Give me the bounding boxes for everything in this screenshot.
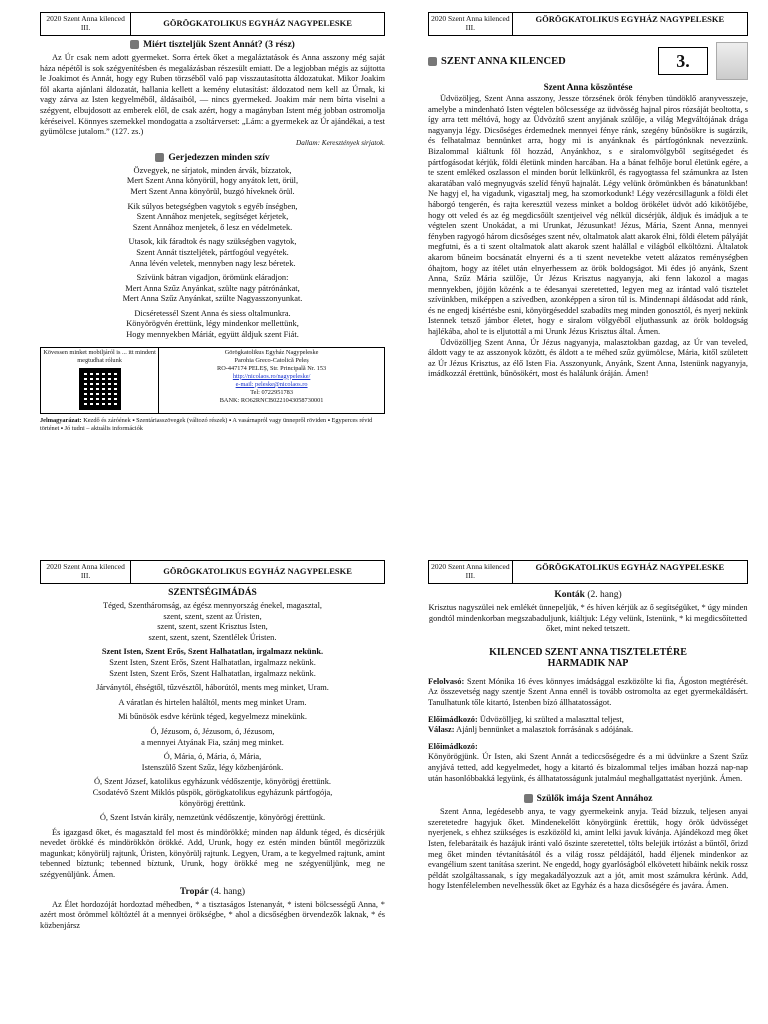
greeting-body: Üdvözöljeg, Szent Anna asszony, Jessze törzsének örök fényben tündöklő aranyvesszeje, amelybe a mindenható Isten végtelen bölcsessége az üdvösség hajnal piros rózsáját beoltotta, s így arra tett méltóvá, hogy az Üdvözítő szent anyjának szülője, a világ Megváltójának drága nagyanyja légy. Dicsőséges érdemednek mennyei fénye ránk, szegény bűnösökre is sugárzik, és felhatalmaz bennünket arra, hogy mi is anyánknak és pártfogónknak nevezzünk. Bizalommal kiáltunk föl hozzád, Anyánkhoz, s e siralomvölgyből segítségedet és pártfogásodat kérjük, földi életünk minden harcában. Ha a bánat felhője borul életünk egére, a te szent emléked oszlasson el minden borút lelkünkről, és ragyogtassa fel számunkra az Isten akaratában való megnyugvás szelíd fényű hajnalát. Légy velünk örömünkben és bánatunkban! Ne hagyj el, ha vigadunk, vigasztalj meg, ha szomorkodunk! Légy vezércsillagunk a földi élet háborgó tengerén, és rajta keresztül vezess minket a boldog örökélet üdvöt adó kikötőjébe, hogy ott veled és az ég megdicsőült szentjeivel vég nélkül dicsérjük, áldjuk és imádjuk a te végtelen szent Unokádat, a mi Urunkat, Jézusunkat! Jézus, Mária, Szent Anna, mennyei fényben ragyogó három dicsőséges szent név, oltalmatok alatt akarok élni, földi életem pályáját megfutni, és a ti szent oltalmatok alatt akarok szent halállal e világból elköltözni. Általatok akarom bűneim bocsánatát elnyerni és a ti szent nevetekbe vetett alázatos reménységben óhajtom, hogy az ítélet után elnyerhessem az örök boldogságot. Mi édes jó anyánk, Szent Anna, Szűz Mária szülője, Úr Jézus Krisztus nagyanyja, aki fenn lakozol a magas mennyekben, jöjjön közénk a te édesanyai szeretetted, legyen meg az irántad való tisztelet szívünkben, miképpen a szívedben, azonképpen a síron túl is. Mindennapi áldásodat add ránk, és ne engedj kísértésbe esni, könyörgéseddel szabadíts meg minden gonosztól, és nyerj nekünk Istennek tetsző jámbor életet, hogy e siralom völgyéből eljuthassunk az örök boldogság hajlékába, ahol te is eljutottál a mi Urunk Jézus Krisztus által. Ámen.	[428, 94, 748, 337]
petition-line: Mi bűnösök esdve kérünk téged, kegyelmezz minekünk.	[118, 712, 307, 722]
mobile-follow-text: Kövessen minket mobiljáról is ... itt mindent megtudhat rólunk	[43, 348, 156, 364]
legend-text: Kezdő és záróének ▪ Szentáriasszövegek (változó részek) ▪ A vasárnapról vagy ünnepről röviden ▪ Egyperces révid történet ▪ Jó tudni – aktuális információk	[40, 416, 373, 432]
parents-prayer-title	[428, 794, 748, 804]
header-left: 2020 Szent Anna kilenced III.	[41, 13, 131, 35]
invocation-line: Csodatévő Szent Miklós püspök, görögkatolikus egyházunk pártfogója,	[92, 787, 333, 797]
verse-line: Szívünk bátran vigadjon, örömünk eláradjon:	[136, 273, 289, 283]
trisagion-bold: Szent Isten, Szent Erős, Szent Halhatatlan, irgalmazz nekünk.	[101, 647, 324, 657]
mary-invocation	[40, 752, 385, 773]
verse-line: Utasok, kik fáradtok és nagy szükségben vagytok,	[128, 237, 297, 247]
legend	[40, 417, 385, 433]
invocation-line: Ó, Mária, ó, Mária, ó, Mária,	[163, 752, 262, 762]
parents-prayer-title-text: Szülők imája Szent Annához	[536, 794, 653, 805]
reader-label: Felolvasó:	[428, 676, 465, 686]
verse-line: Mert Anna Szűz Anyánkat, szülte nagy pátrónánkat,	[125, 283, 300, 293]
hymn-stanzas	[40, 166, 385, 341]
invocation-line: könyörögj érettünk.	[179, 798, 246, 808]
leader-section	[428, 715, 748, 736]
invocation-line: Ó, Szent József, katolikus egyházunk védőszentje, könyörögj érettünk.	[94, 777, 331, 787]
troparion-tone: (4. hang)	[210, 886, 246, 897]
verse-line: Szent Annához menjetek, ő lesz en védelmetek.	[132, 222, 293, 232]
troparion-title	[40, 887, 385, 897]
page-header	[428, 12, 748, 36]
bank-account: BANK: RO62RNCB0221043058730001	[219, 396, 324, 404]
page-4	[428, 560, 748, 1024]
verse-line: Mert Szent Anna könyörül, hogy anyátok lett, örül,	[126, 176, 299, 186]
contact-box	[40, 347, 385, 414]
leader-label: Előimádkozó:	[428, 714, 478, 724]
qr-code-icon[interactable]	[79, 368, 121, 410]
verse-line: Mert Szent Anna könyörül, buzgó híveknek örül.	[130, 186, 295, 196]
trisagion	[40, 647, 385, 679]
greeting-title: Szent Anna köszöntése	[543, 82, 633, 92]
invocation-line: Istenszülő Szent Szűz, légy közbenjárónk.	[141, 762, 284, 772]
stephen-invocation: Ó, Szent István király, nemzetünk védőszentje, könyörögj érettünk.	[99, 813, 326, 823]
article-body: Az Úr csak nem adott gyermeket. Sorra értek őket a megaláztatások és Anna asszony még saját háza népétől is sok szégyenítésben és megalázásban részesült emiatt. De a legjobban mégis az sújtotta le Joakimot és Annát, hogy egy Ruben törzséből való pap visszautasította áldozatukat. Mikor Joakim föl akarta ajánlani áldozatát, hallania kellett a kemény elutasítást: áldozatod nem kell az Úrnak, ki vagy zárva az Isten kegyelméből, áldásaiból, — nincs gyermeked. Joakim már nem bírta viselni a szégyent, elbujdosott az emberek elől, de csak azért, hogy a magányban Istent még jobban ostromolja kéréseivel. Könnyes szemekkel mondogatta a zsoltárverset: „Lám: a gyermekek az Úr ajándékai, a test gyümölcse jutalom.” (127. zs.)	[40, 53, 385, 137]
leader-prayer-section	[428, 742, 748, 784]
article-title-text: Miért tiszteljük Szent Annát? (3 rész)	[143, 40, 295, 50]
reader-text: Szent Mónika 16 éves könnyes imádsággal eszközölte ki fia, Ágoston megtérését. Az összevetség nagy szentje Szent Anna ennél is tovább ostromolta az eget gyermekáldásért. Tanulhatunk tőle kitartó, Istenben bízó állhatatosságot.	[428, 676, 748, 707]
jesus-invocation	[40, 727, 385, 748]
leader2-label: Előimádkozó:	[428, 741, 478, 751]
header-right: GÖRÖGKATOLIKUS EGYHÁZ NAGYPELESKE	[163, 566, 352, 576]
verse-line: Mert Anna Szűz Anyánkat, szülte Nagyasszonyunkat.	[122, 294, 303, 304]
contact-info	[159, 348, 384, 413]
article-title	[40, 40, 385, 50]
music-note-icon	[524, 794, 533, 803]
reader-section	[428, 677, 748, 709]
kontakion-tone: (2. hang)	[587, 590, 622, 600]
kontakion-label: Konták	[554, 590, 585, 600]
saint-anne-image	[716, 42, 748, 80]
header-left: 2020 Szent Anna kilenced III.	[429, 13, 513, 35]
verse-line: Hogy mennyekben Máriát, együtt áldjuk szent Fiát.	[126, 330, 299, 340]
org-name: Görögkatolikus Egyház Nagypeleske	[224, 348, 319, 356]
verse-line: Dicséretessél Szent Anna és siess oltalmunkra.	[134, 308, 291, 318]
header-left: 2020 Szent Anna kilenced III.	[429, 561, 513, 583]
verse-line: Özvegyek, ne sírjatok, minden árvák, bízzatok,	[133, 165, 292, 175]
stanza	[40, 166, 385, 198]
hymn-title	[40, 153, 385, 163]
closing-prayer: És igazgasd őket, és magasztald fel most és mindörökké; minden nap áldunk téged, és dicsérjük nevedet örökké és mindörökkön örökké. Add, Urunk, hogy ez estén minden bűntől megőrizzük magunkat; könyörülj rajtunk, Úristen, könyörülj rajtunk. Legyen, Uram, a te kegyelmed rajtunk, amint tebenned bíztunk; tebenned bíztunk, Urunk, hogy örökké meg ne szégyenüljünk, meg ne szégyenüljünk. Ámen.	[40, 827, 385, 880]
petition-line: A váratlan és hirtelen haláltól, ments meg minket Uram.	[118, 697, 307, 707]
novena-title-row	[428, 42, 748, 80]
music-note-icon	[155, 153, 164, 162]
kontakion-text: Krisztus nagyszülei nek emlékét ünnepeljük, * és híven kérjük az ő segítségüket, * úgy minden gondtól mindenkorban megszabaduljunk, kiáltjuk: Légy velünk, Istenünk, * ki megdicsőítetted őket, mint neked tetszett.	[428, 603, 748, 634]
stanza	[40, 273, 385, 305]
page-header	[40, 12, 385, 36]
verse-line: Szent Annát tiszteljétek, pártfogóul vegyétek.	[136, 247, 289, 257]
header-left: 2020 Szent Anna kilenced III.	[41, 561, 131, 583]
verse-line: Kik súlyos betegségben vagytok s egyéb ínségben,	[127, 201, 298, 211]
page-3	[40, 560, 385, 1024]
intro-line: szent, szent, szent Krisztus Isten,	[157, 622, 268, 632]
intro-line: szent, szent, szent az Úristen,	[163, 611, 262, 621]
parents-prayer-text: Szent Anna, legédesebb anya, te vagy gyermekeink anyja. Teád bízzuk, teljesen anyai szeretetedre hagyjuk őket. Mindenekelőtt könyörgünk érettük, hogy örök üdvösséget nyerjenek, s ehhez szükséges is eszközöld ki, amint lelki javuk kívánja. Ajándékozd meg őket Isten, felebarátaik és hazájuk iránti való őszinte szeretettel, tölts belejük irtózást a bűntől, őrizd meg őket minden tévtanításától és a világ rossz példájától, hadd éljenek mindenkor az evangélium szent tanítása szerint. Ne engedd, hogy gyarlóságból elkövetett hibáink nekik rossz példát szolgáltassanak, s így megakadályozzuk azt a jót, amit most számukra kérünk. Add, hogy Istenfélelemben nevelhessük őket az Egyház és a haza dicsőségére és javára. Ámen.	[428, 807, 748, 891]
page-header	[428, 560, 748, 584]
stanza	[40, 202, 385, 234]
mobile-follow	[41, 348, 159, 413]
intro-line: Téged, Szentháromság, az égész mennyország énekel, magasztal,	[102, 601, 323, 610]
kontakion-title	[428, 590, 748, 600]
invocation-line: Ó, Jézusom, ó, Jézusom, ó, Jézusom,	[150, 726, 275, 736]
novena-title	[428, 647, 748, 669]
trisagion-line: Szent Isten, Szent Erős, Szent Halhatatlan, irgalmazz nekünk.	[109, 657, 316, 667]
troparion-text: Az Élet hordozóját hordoztad méhedben, * a tisztaságos Istenanyát, * isteni bölcsességű Anna, * azért most örömmel költöztél át a mennyei örökségbe, * ahol a dicsőségben örvendezők laknak, * és közbenjársz	[40, 899, 385, 930]
troparion-label: Tropár	[179, 886, 209, 897]
stanza	[40, 237, 385, 269]
page-1	[40, 12, 385, 535]
hymn-title-text: Gerjedezzen minden szív	[168, 152, 270, 163]
day-number: 3.	[658, 47, 708, 75]
header-right: GÖRÖGKATOLIKUS EGYHÁZ NAGYPELESKE	[163, 18, 352, 28]
saints-invocation	[40, 777, 385, 809]
adoration-title: SZENTSÉGIMÁDÁS	[168, 588, 257, 598]
intro	[40, 601, 385, 643]
legend-label: Jelmagyarázat:	[40, 416, 82, 424]
verse-line: Anna lévén veletek, mennyben nagy lesz béretek.	[129, 258, 296, 268]
email-link[interactable]: e-mail: peleske@nicolaos.ro	[235, 380, 308, 388]
header-right: GÖRÖGKATOLIKUS EGYHÁZ NAGYPELESKE	[535, 14, 725, 24]
novena-title-2: HARMADIK NAP	[547, 657, 629, 669]
website-link[interactable]: http://nicolaos.ro/nagypeleske/	[232, 372, 311, 380]
address: RO-447174 PELEȘ, Str. Principală Nr. 153	[217, 364, 327, 372]
leader-text: Üdvözölljeg, ki szülted a malaszttal teljest,	[479, 714, 624, 724]
invocation-line: a mennyei Atyának Fia, szánj meg minket.	[141, 737, 284, 747]
leader2-text: Könyörögjünk. Úr Isten, aki Szent Annát a tediccsőségedre és a mi üdvünkre a Szent Szűz anyjává tetted, add kegyelmedet, hogy a kitartó és bizalommal teljes imában hozzá nap-nap után hasonlóbbakká legyünk, és állhatatosságunk jutalmául meghallgattatást nyerjünk. Ámen.	[428, 752, 748, 783]
org-name-ro: Parohia Greco-Catolică Peleș	[234, 356, 309, 364]
header-right: GÖRÖGKATOLIKUS EGYHÁZ NAGYPELESKE	[535, 562, 725, 572]
page-header	[40, 560, 385, 584]
novena-title-1: KILENCED SZENT ANNA TISZTELETÉRE	[489, 646, 687, 658]
intro-line: szent, szent, szent, Szentlélek Úristen.	[148, 632, 277, 642]
verse-line: Könyörögvén érettünk, légy mindenkor mellettünk,	[126, 319, 299, 329]
trisagion-line: Szent Isten, Szent Erős, Szent Halhatatlan, irgalmazz nekünk.	[109, 668, 316, 678]
response-label: Válasz:	[428, 725, 455, 735]
petition-line: Járványtól, éhségtől, tűzvésztől, háborútól, ments meg minket, Uram.	[96, 683, 329, 693]
book-icon	[130, 40, 139, 49]
novena-title: SZENT ANNA KILENCED	[441, 55, 566, 67]
response-text: Ajánlj bennünket a malasztok forrásának s adójának.	[456, 725, 634, 735]
greeting-prayer: Üdvözölljeg Szent Anna, Úr Jézus nagyanyja, malasztokban gazdag, az Úr van teveled, áldott vagy te az asszonyok között, és áldott a te méhed szűz gyümölcse, Mária, kitől született az Úr Jézus Krisztus, az élő Isten Fia. Asszonyunk, Anyánk, Szent Anna, Istenünk nagyanyja, imádkozzál érettünk, bűnösökért, most és halálunk óráján. Ámen!	[428, 337, 748, 379]
book-icon	[428, 57, 437, 66]
hymn-credit: Dallam: Keresztények sirjatok.	[296, 138, 385, 147]
stanza	[40, 309, 385, 341]
page-2	[428, 12, 748, 535]
verse-line: Szent Annához menjetek, segítséget kérjetek,	[136, 212, 289, 222]
phone: Tel: 0722951783	[250, 388, 293, 396]
